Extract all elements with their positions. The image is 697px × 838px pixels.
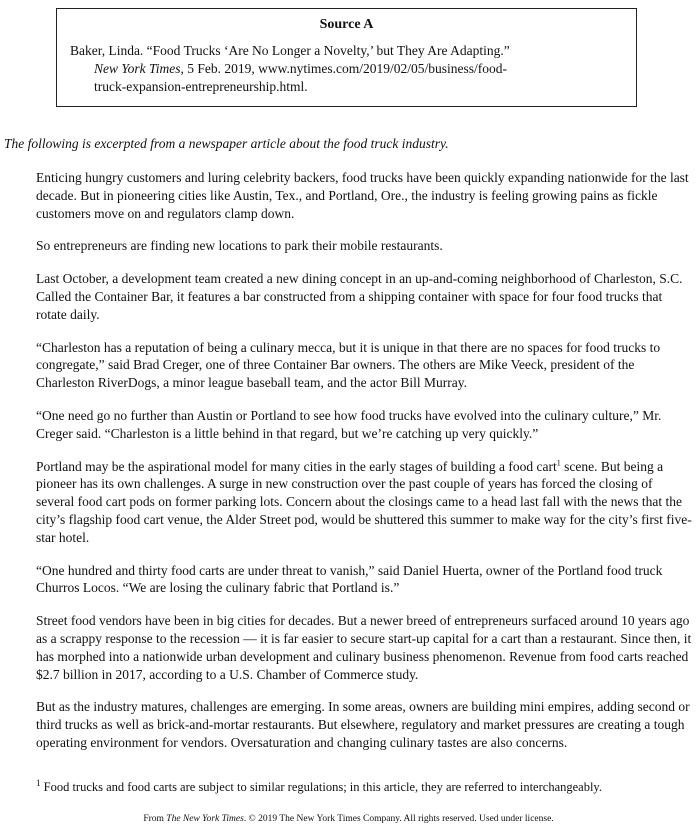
credit-rest: . © 2019 The New York Times Company. All rights reserved. Used under license. bbox=[243, 814, 554, 824]
paragraph-2: So entrepreneurs are finding new locations to park their mobile restaurants. bbox=[36, 238, 443, 254]
paragraph-6-end: scene. But being a pioneer has its own challenges. A surge in new construction over the past couple of years has forced the closing of several food cart pods on former parking lots. Concern about the closings came to a head last fall with the news that the city’s flagship food cart venue, the Alder Street pod, would be shuttered this summer to make way for the city’s first five-star hotel. bbox=[36, 458, 692, 545]
citation-line-1: Baker, Linda. “Food Trucks ‘Are No Longer a Novelty,’ but They Are Adapting.” bbox=[70, 43, 510, 58]
copyright-credit bbox=[0, 813, 697, 825]
paragraph-6-start: Portland may be the aspirational model for many cities in the early stages of building a food cart bbox=[36, 458, 557, 474]
paragraph-1: Enticing hungry customers and luring celebrity backers, food trucks have been quickly expanding nationwide for the last decade. But in pioneering cities like Austin, Tex., and Portland, Ore., the industry is feeling growing pains as fickle customers move on and regulators clamp down. bbox=[36, 170, 689, 221]
footnote-text: Food trucks and food carts are subject to similar regulations; in this article, they are referred to interchangeably. bbox=[40, 780, 602, 794]
citation-publication: New York Times bbox=[94, 61, 181, 76]
paragraph-7: “One hundred and thirty food carts are under threat to vanish,” said Daniel Huerta, owner of the Portland food truck Churros Locos. “We are losing the culinary fabric that Portland is.” bbox=[36, 562, 663, 596]
citation-line-2-rest: , 5 Feb. 2019, www.nytimes.com/2019/02/05/business/food- bbox=[180, 61, 508, 76]
source-box bbox=[56, 8, 637, 107]
article-body bbox=[36, 169, 692, 767]
paragraph-8: Street food vendors have been in big cities for decades. But a newer breed of entrepreneurs surfaced around 10 years ago as a scrappy response to the recession — it is far easier to secure start-up capital for a cart than a restaurant. Since then, it has morphed into a nationwide urban development and culinary business phenomenon. Revenue from food carts reached $2.7 billion in 2017, according to a U.S. Chamber of Commerce study. bbox=[36, 613, 692, 682]
paragraph-4: “Charleston has a reputation of being a culinary mecca, but it is unique in that there are no spaces for food trucks to congregate,” said Brad Creger, one of three Container Bar owners. The others are Mike Veeck, president of the Charleston RiverDogs, a minor league baseball team, and the actor Bill Murray. bbox=[36, 339, 661, 391]
source-title: Source A bbox=[319, 17, 374, 32]
paragraph-9: But as the industry matures, challenges are emerging. In some areas, owners are building mini empires, adding second or third trucks as well as brick-and-mortar restaurants. But elsewhere, regulatory and market pressures are creating a tough operating environment for vendors. Oversaturation and changing culinary tastes are also concerns. bbox=[36, 699, 690, 750]
paragraph-5: “One need go no further than Austin or Portland to see how food trucks have evolved into the culinary culture,” Mr. Creger said. “Charleston is a little behind in that regard, but we’re catching up very quickly.” bbox=[36, 407, 662, 441]
paragraph-3: Last October, a development team created a new dining concept in an up-and-coming neighborhood of Charleston, S.C. Called the Container Bar, it features a bar constructed from a shipping container with space for four food trucks that rotate daily. bbox=[36, 271, 683, 322]
citation-line-3: truck-expansion-entrepreneurship.html. bbox=[94, 79, 308, 94]
footnote-marker: 1 bbox=[36, 777, 41, 788]
footnote-reference: 1 bbox=[556, 458, 561, 468]
footnote bbox=[36, 779, 602, 795]
credit-prefix: From bbox=[143, 814, 167, 824]
citation bbox=[70, 42, 630, 96]
credit-publication: The New York Times bbox=[166, 814, 244, 824]
paragraph-6 bbox=[36, 458, 692, 547]
citation-line-2 bbox=[70, 60, 630, 78]
intro-text: The following is excerpted from a newspaper article about the food truck industry. bbox=[4, 136, 449, 151]
